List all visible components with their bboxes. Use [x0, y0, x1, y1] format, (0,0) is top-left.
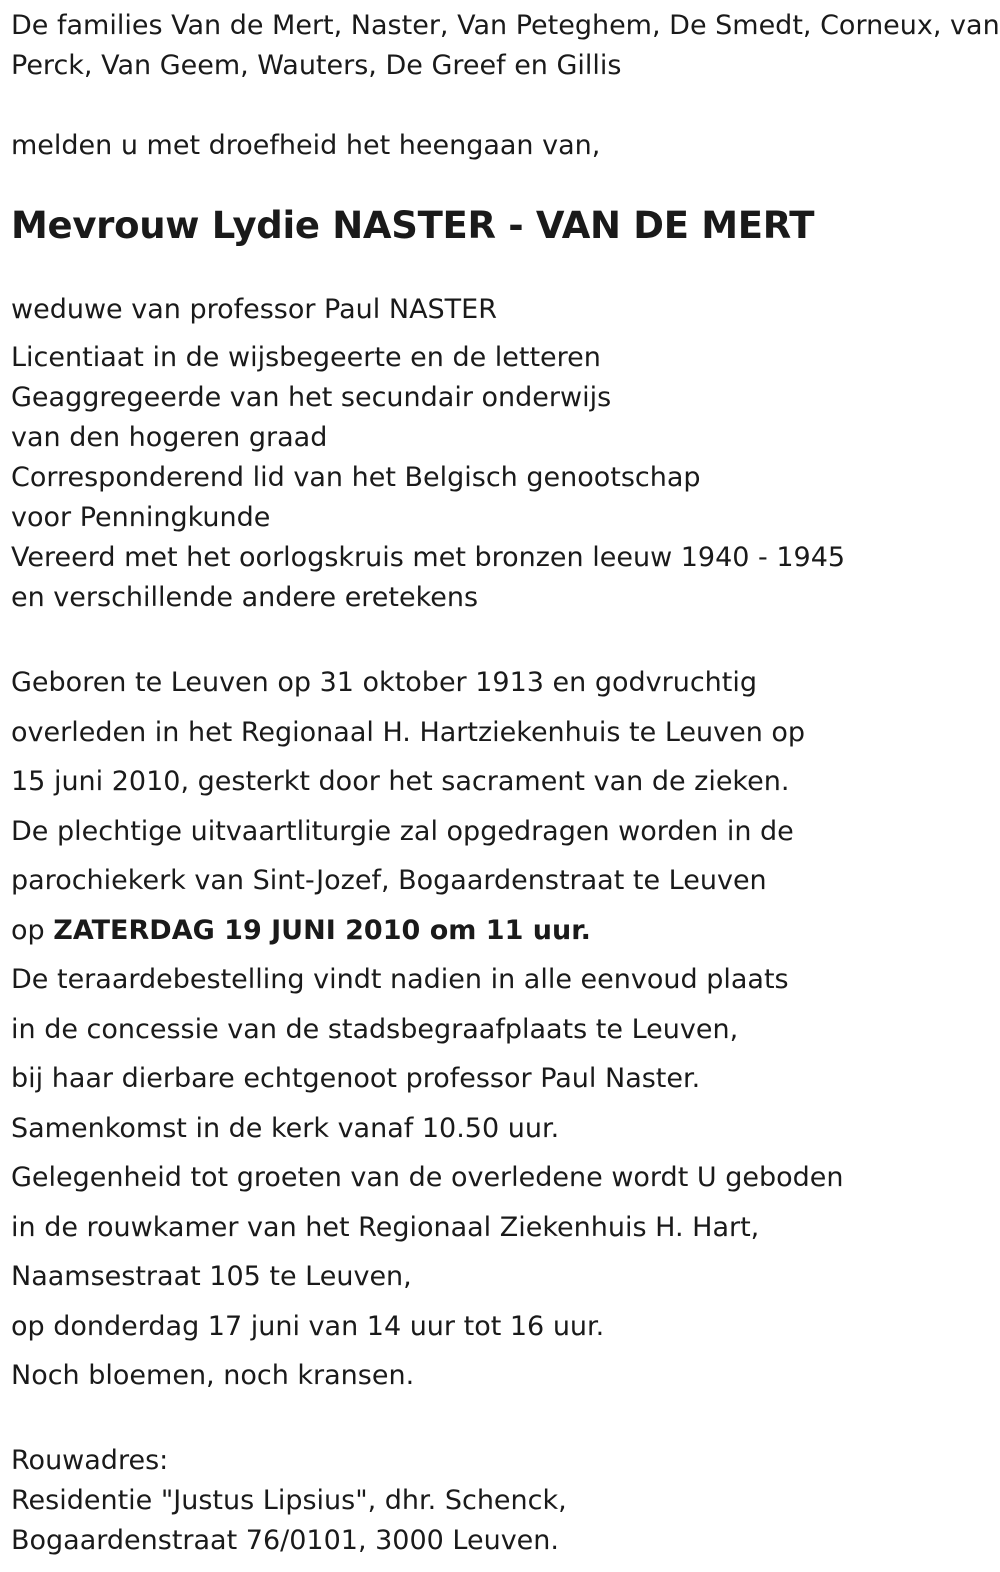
mourning-address — [11, 1441, 1000, 1561]
families-line: Perck, Van Geem, Wauters, De Greef en Gillis — [11, 50, 622, 81]
families-intro — [11, 0, 1000, 86]
widow-of-text: weduwe van professor Paul NASTER — [11, 294, 497, 325]
title-line: van den hogeren graad — [11, 422, 328, 453]
title-line: en verschillende andere eretekens — [11, 582, 479, 613]
title-line: Vereerd met het oorlogskruis met bronzen leeuw 1940 - 1945 — [11, 542, 846, 573]
title-line: Licentiaat in de wijsbegeerte en de letteren — [11, 342, 601, 373]
title-line: Geaggregeerde van het secundair onderwijs — [11, 382, 612, 413]
widow-of — [11, 290, 1000, 330]
funeral-date: ZATERDAG 19 JUNI 2010 om 11 uur. — [53, 914, 591, 946]
funeral-date-line — [11, 906, 1000, 956]
address-line: Bogaardenstraat 76/0101, 3000 Leuven. — [11, 1524, 559, 1556]
detail-line: bij haar dierbare echtgenoot professor Paul Naster. — [11, 1063, 701, 1094]
detail-line: Naamsestraat 105 te Leuven, — [11, 1261, 412, 1292]
title-line: Corresponderend lid van het Belgisch genootschap — [11, 462, 701, 493]
funeral-details — [11, 658, 1000, 1401]
husband-titles — [11, 338, 1000, 618]
detail-line: De teraardebestelling vindt nadien in alle eenvoud plaats — [11, 964, 789, 995]
announcement-line: melden u met droefheid het heengaan van, — [11, 130, 601, 161]
families-line: De families Van de Mert, Naster, Van Peteghem, De Smedt, Corneux, van — [11, 10, 1000, 41]
detail-line: 15 juni 2010, gesterkt door het sacrament van de zieken. — [11, 766, 790, 797]
announcement-text — [11, 126, 1000, 166]
detail-line: Gelegenheid tot groeten van de overledene wordt U geboden — [11, 1162, 844, 1193]
detail-line: overleden in het Regionaal H. Hartziekenhuis te Leuven op — [11, 716, 806, 748]
detail-line: op donderdag 17 juni van 14 uur tot 16 uur. — [11, 1310, 605, 1342]
deceased-name — [11, 202, 1000, 250]
detail-line: in de rouwkamer van het Regionaal Ziekenhuis H. Hart, — [11, 1211, 760, 1243]
detail-line: Geboren te Leuven op 31 oktober 1913 en godvruchtig — [11, 667, 758, 698]
detail-line: Samenkomst in de kerk vanaf 10.50 uur. — [11, 1112, 560, 1144]
address-label: Rouwadres: — [11, 1444, 169, 1476]
detail-line: parochiekerk van Sint-Jozef, Bogaardenstraat te Leuven — [11, 865, 767, 896]
detail-line: Noch bloemen, noch kransen. — [11, 1360, 415, 1391]
detail-line: De plechtige uitvaartliturgie zal opgedragen worden in de — [11, 815, 794, 847]
title-line: voor Penningkunde — [11, 502, 271, 533]
detail-line: in de concessie van de stadsbegraafplaats te Leuven, — [11, 1013, 739, 1045]
deceased-name-text: Mevrouw Lydie NASTER - VAN DE MERT — [11, 204, 815, 247]
funeral-date-prefix: op — [11, 914, 45, 946]
address-line: Residentie "Justus Lipsius", dhr. Schenck, — [11, 1484, 567, 1516]
